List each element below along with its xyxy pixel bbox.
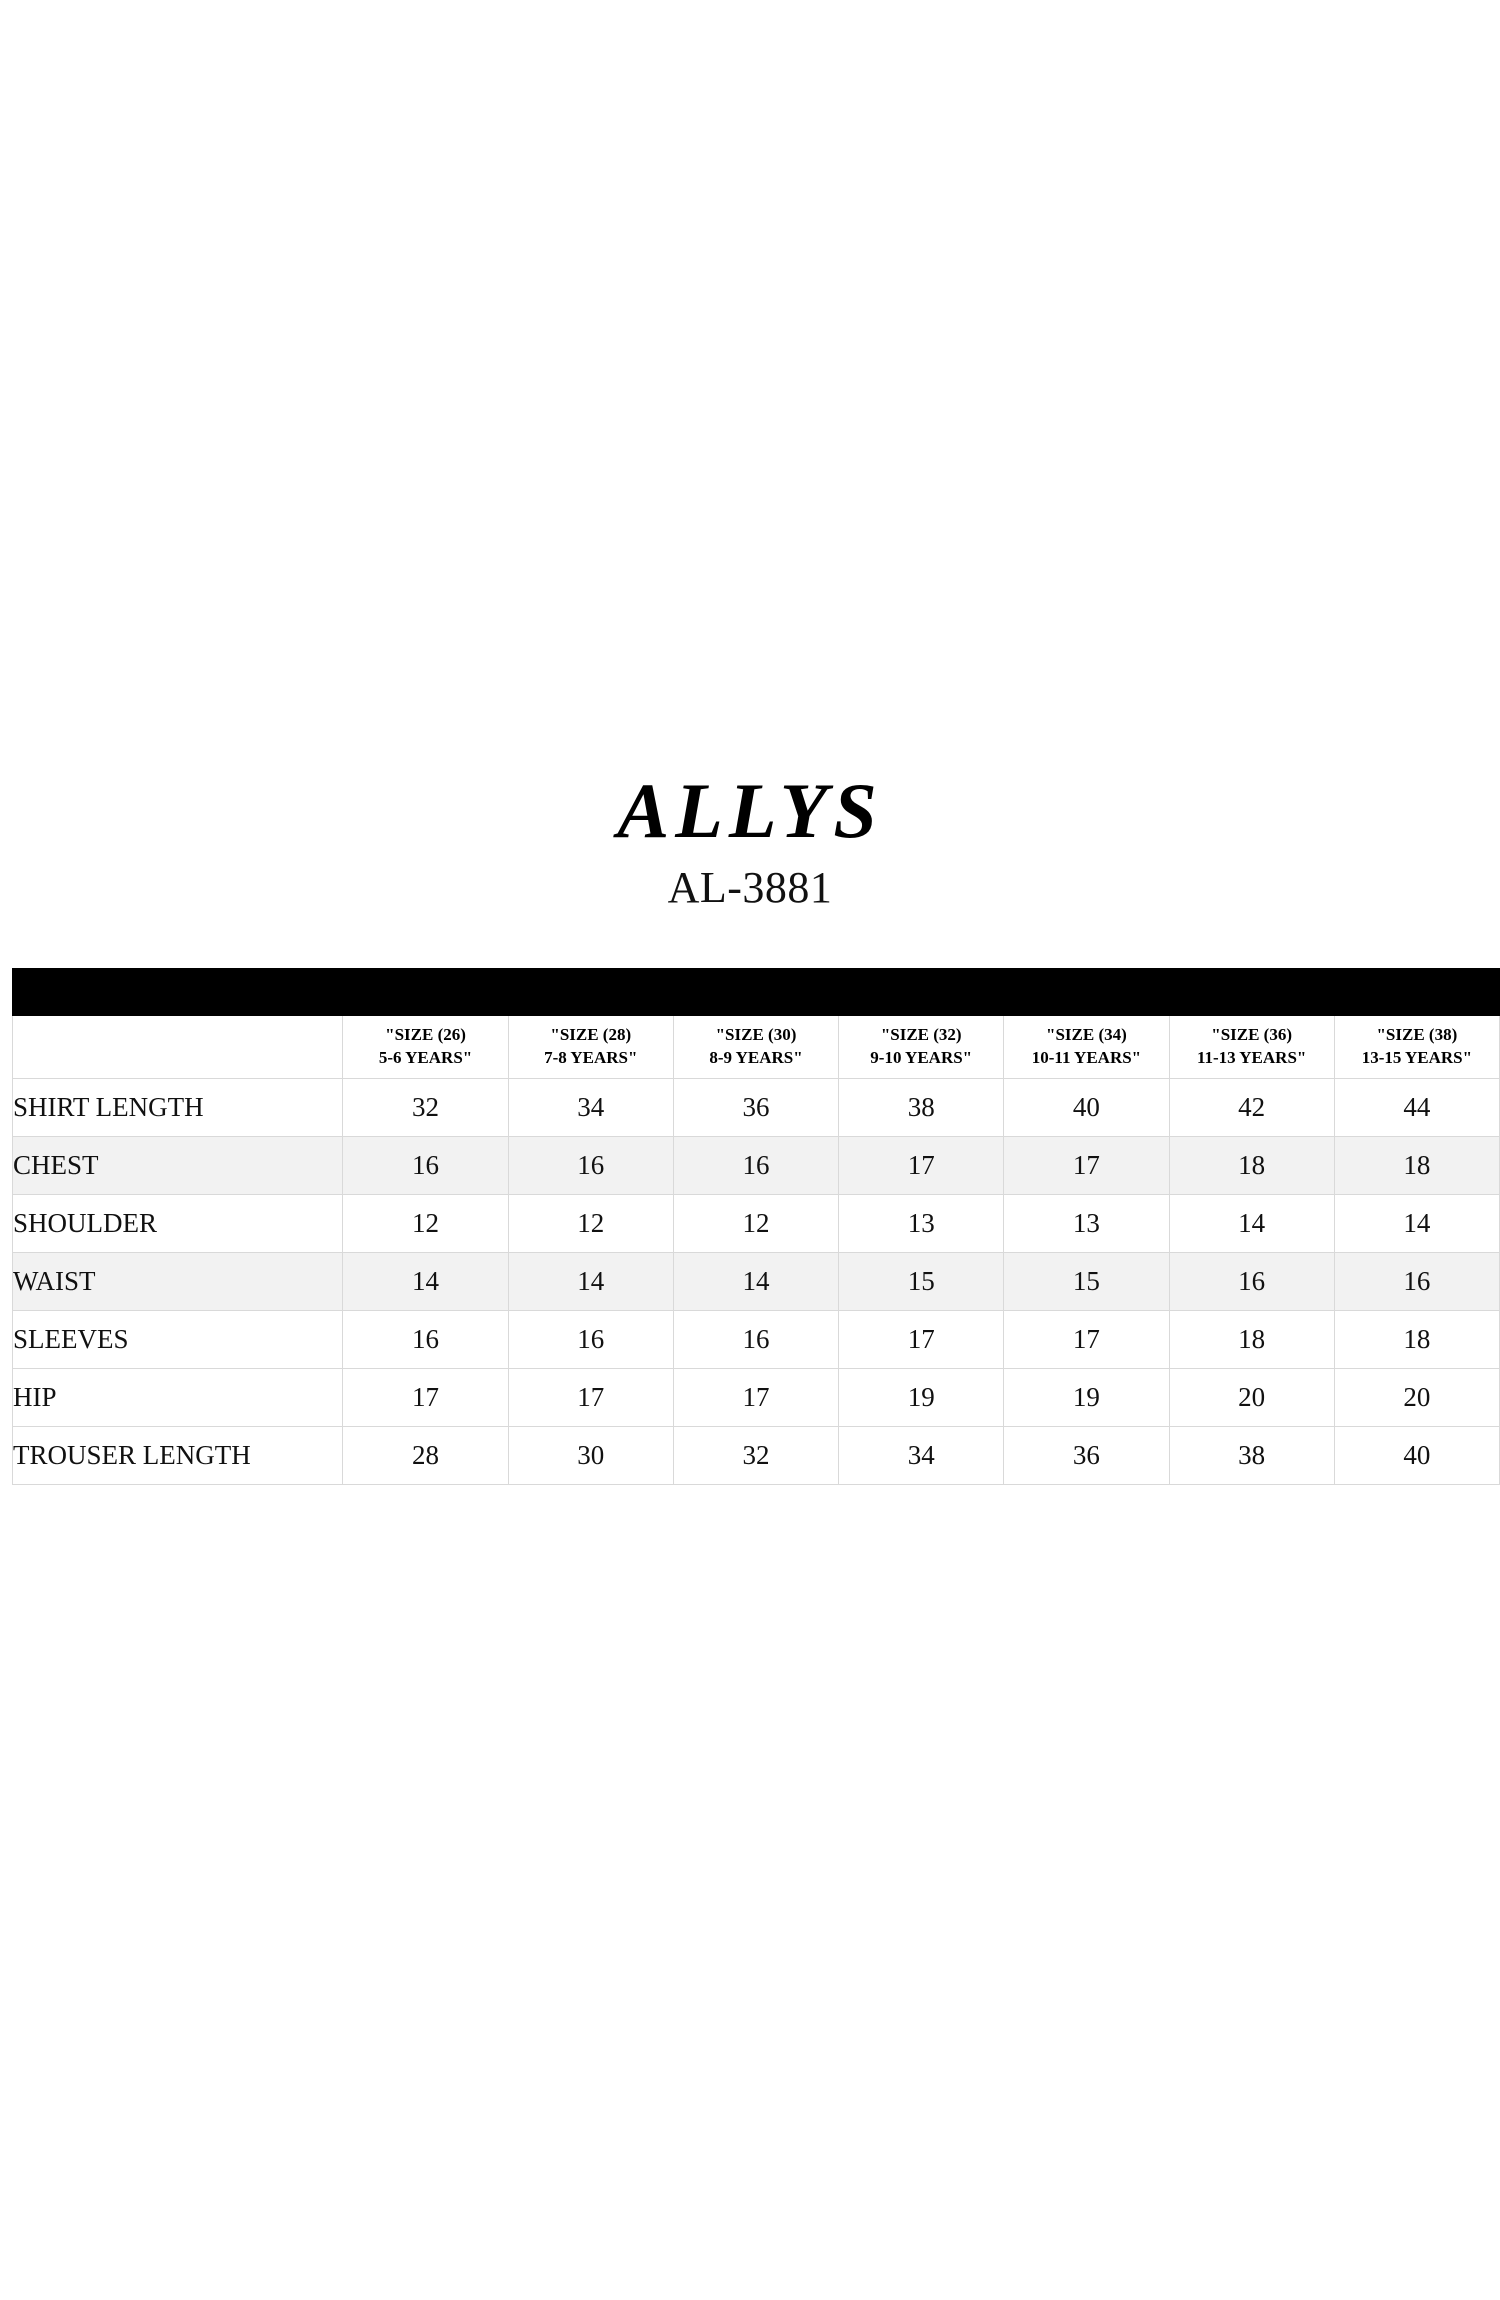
cell-value: 36 — [673, 1079, 838, 1137]
column-header-size-32 — [839, 1016, 1004, 1079]
cell-value: 30 — [508, 1427, 673, 1485]
column-header-line2: 7-8 YEARS" — [544, 1048, 638, 1067]
cell-value: 19 — [839, 1369, 1004, 1427]
column-header-line2: 9-10 YEARS" — [870, 1048, 973, 1067]
cell-value: 44 — [1334, 1079, 1499, 1137]
size-table-container — [12, 968, 1500, 1485]
cell-value: 18 — [1334, 1137, 1499, 1195]
cell-value: 14 — [508, 1253, 673, 1311]
cell-value: 16 — [508, 1311, 673, 1369]
cell-value: 16 — [1169, 1253, 1334, 1311]
column-header-size-36 — [1169, 1016, 1334, 1079]
column-header-line2: 10-11 YEARS" — [1031, 1048, 1142, 1067]
cell-value: 38 — [839, 1079, 1004, 1137]
cell-value: 40 — [1334, 1427, 1499, 1485]
table-banner-row — [13, 969, 1500, 1016]
cell-value: 13 — [839, 1195, 1004, 1253]
banner-cell — [13, 969, 1500, 1016]
cell-value: 19 — [1004, 1369, 1169, 1427]
cell-value: 14 — [1169, 1195, 1334, 1253]
cell-value: 12 — [508, 1195, 673, 1253]
cell-value: 17 — [1004, 1137, 1169, 1195]
table-row — [13, 1137, 1500, 1195]
cell-value: 14 — [1334, 1195, 1499, 1253]
cell-value: 16 — [1334, 1253, 1499, 1311]
cell-value: 40 — [1004, 1079, 1169, 1137]
cell-value: 16 — [508, 1137, 673, 1195]
cell-value: 14 — [673, 1253, 838, 1311]
cell-value: 36 — [1004, 1427, 1169, 1485]
cell-value: 12 — [343, 1195, 508, 1253]
column-header-line1: "SIZE (26) — [385, 1025, 466, 1045]
cell-value: 17 — [673, 1369, 838, 1427]
cell-value: 16 — [673, 1311, 838, 1369]
cell-value: 20 — [1169, 1369, 1334, 1427]
table-row — [13, 1079, 1500, 1137]
cell-value: 15 — [839, 1253, 1004, 1311]
cell-value: 16 — [673, 1137, 838, 1195]
brand-header — [0, 767, 1500, 913]
header-corner — [13, 1016, 343, 1079]
row-label: SHOULDER — [13, 1195, 343, 1253]
cell-value: 38 — [1169, 1427, 1334, 1485]
column-header-line1: "SIZE (30) — [715, 1025, 797, 1045]
column-header-size-34 — [1004, 1016, 1169, 1079]
table-row — [13, 1427, 1500, 1485]
column-header-line2: 8-9 YEARS" — [709, 1048, 803, 1067]
cell-value: 17 — [839, 1311, 1004, 1369]
cell-value: 34 — [508, 1079, 673, 1137]
cell-value: 16 — [343, 1137, 508, 1195]
product-code: AL-3881 — [667, 862, 833, 912]
cell-value: 17 — [839, 1137, 1004, 1195]
row-label: TROUSER LENGTH — [13, 1427, 343, 1485]
table-row — [13, 1311, 1500, 1369]
cell-value: 28 — [343, 1427, 508, 1485]
column-header-line1: "SIZE (38) — [1376, 1025, 1458, 1045]
table-row — [13, 1369, 1500, 1427]
column-header-line1: "SIZE (36) — [1211, 1025, 1293, 1045]
cell-value: 13 — [1004, 1195, 1169, 1253]
column-header-line2: 11-13 YEARS" — [1196, 1048, 1307, 1067]
cell-value: 32 — [673, 1427, 838, 1485]
cell-value: 18 — [1169, 1311, 1334, 1369]
column-header-line2: 5-6 YEARS" — [378, 1048, 473, 1067]
size-chart-table — [12, 968, 1500, 1485]
cell-value: 12 — [673, 1195, 838, 1253]
cell-value: 18 — [1169, 1137, 1334, 1195]
column-header-line2: 13-15 YEARS" — [1361, 1048, 1473, 1067]
column-header-line1: "SIZE (34) — [1046, 1025, 1127, 1045]
cell-value: 17 — [343, 1369, 508, 1427]
column-header-line1: "SIZE (28) — [550, 1025, 632, 1045]
cell-value: 17 — [1004, 1311, 1169, 1369]
cell-value: 16 — [343, 1311, 508, 1369]
column-header-size-26 — [343, 1016, 508, 1079]
cell-value: 15 — [1004, 1253, 1169, 1311]
column-header-size-30 — [673, 1016, 838, 1079]
cell-value: 34 — [839, 1427, 1004, 1485]
cell-value: 42 — [1169, 1079, 1334, 1137]
column-header-line1: "SIZE (32) — [880, 1025, 962, 1045]
cell-value: 32 — [343, 1079, 508, 1137]
row-label: HIP — [13, 1369, 343, 1427]
row-label: WAIST — [13, 1253, 343, 1311]
table-header-row — [13, 1016, 1500, 1079]
column-header-size-38 — [1334, 1016, 1499, 1079]
row-label: SLEEVES — [13, 1311, 343, 1369]
cell-value: 17 — [508, 1369, 673, 1427]
column-header-size-28 — [508, 1016, 673, 1079]
table-row — [13, 1195, 1500, 1253]
row-label: CHEST — [13, 1137, 343, 1195]
table-row — [13, 1253, 1500, 1311]
brand-name: ALLYS — [617, 767, 883, 854]
cell-value: 18 — [1334, 1311, 1499, 1369]
cell-value: 14 — [343, 1253, 508, 1311]
row-label: SHIRT LENGTH — [13, 1079, 343, 1137]
cell-value: 20 — [1334, 1369, 1499, 1427]
